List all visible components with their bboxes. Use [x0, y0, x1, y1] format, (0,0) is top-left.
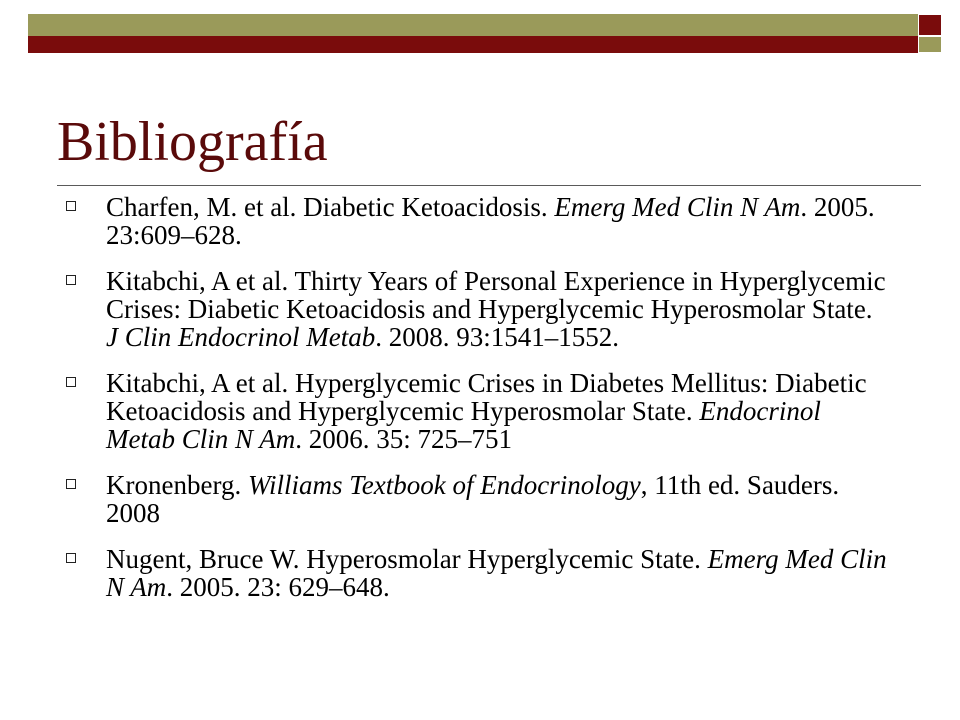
reference-journal: Williams Textbook of Endocrinology: [247, 470, 641, 500]
reference-journal: Emerg Med Clin N Am: [106, 544, 887, 602]
reference-journal: Endocrinol Metab Clin N Am: [106, 396, 821, 454]
reference-authors-title: Kitabchi, A et al. Hyperglycemic Crises in Diabetes Mellitus: Diabetic Ketoacidosis and Hyperglycemic Hyperosmolar State.: [106, 368, 867, 426]
reference-item: [60, 267, 890, 351]
square-bullet-icon: [66, 201, 76, 211]
reference-authors-title: Kronenberg.: [106, 470, 248, 500]
title-divider: [57, 185, 921, 186]
reference-details: , 11th ed. Sauders. 2008: [106, 470, 840, 528]
reference-journal: J Clin Endocrinol Metab: [106, 322, 376, 352]
square-bullet-icon: [66, 275, 76, 285]
reference-authors-title: Kitabchi, A et al. Thirty Years of Personal Experience in Hyperglycemic Crises: Diabetic Ketoacidosis and Hyperglycemic Hyperosmolar State.: [106, 266, 886, 324]
square-bullet-icon: [66, 479, 76, 489]
reference-authors-title: Nugent, Bruce W. Hyperosmolar Hyperglycemic State.: [106, 544, 708, 574]
slide-title: Bibliografía: [57, 111, 328, 173]
reference-details: . 2006. 35: 725–751: [295, 424, 513, 454]
reference-details: . 2005. 23: 629–648.: [166, 572, 390, 602]
square-bullet-icon: [66, 553, 76, 563]
reference-list: [60, 193, 890, 619]
reference-details: . 2008. 93:1541–1552.: [375, 322, 619, 352]
corner-square-olive: [918, 36, 942, 53]
top-decorative-bar: [0, 0, 960, 60]
top-stripe-dark-red: [28, 36, 918, 53]
reference-journal: Emerg Med Clin N Am: [554, 192, 801, 222]
top-stripe-olive: [28, 14, 918, 36]
corner-square-red: [918, 14, 942, 36]
square-bullet-icon: [66, 377, 76, 387]
reference-item: [60, 545, 890, 601]
reference-item: [60, 369, 890, 453]
reference-authors-title: Charfen, M. et al. Diabetic Ketoacidosis.: [106, 192, 555, 222]
reference-item: [60, 193, 890, 249]
reference-item: [60, 471, 890, 527]
reference-details: . 2005. 23:609–628.: [106, 192, 875, 250]
